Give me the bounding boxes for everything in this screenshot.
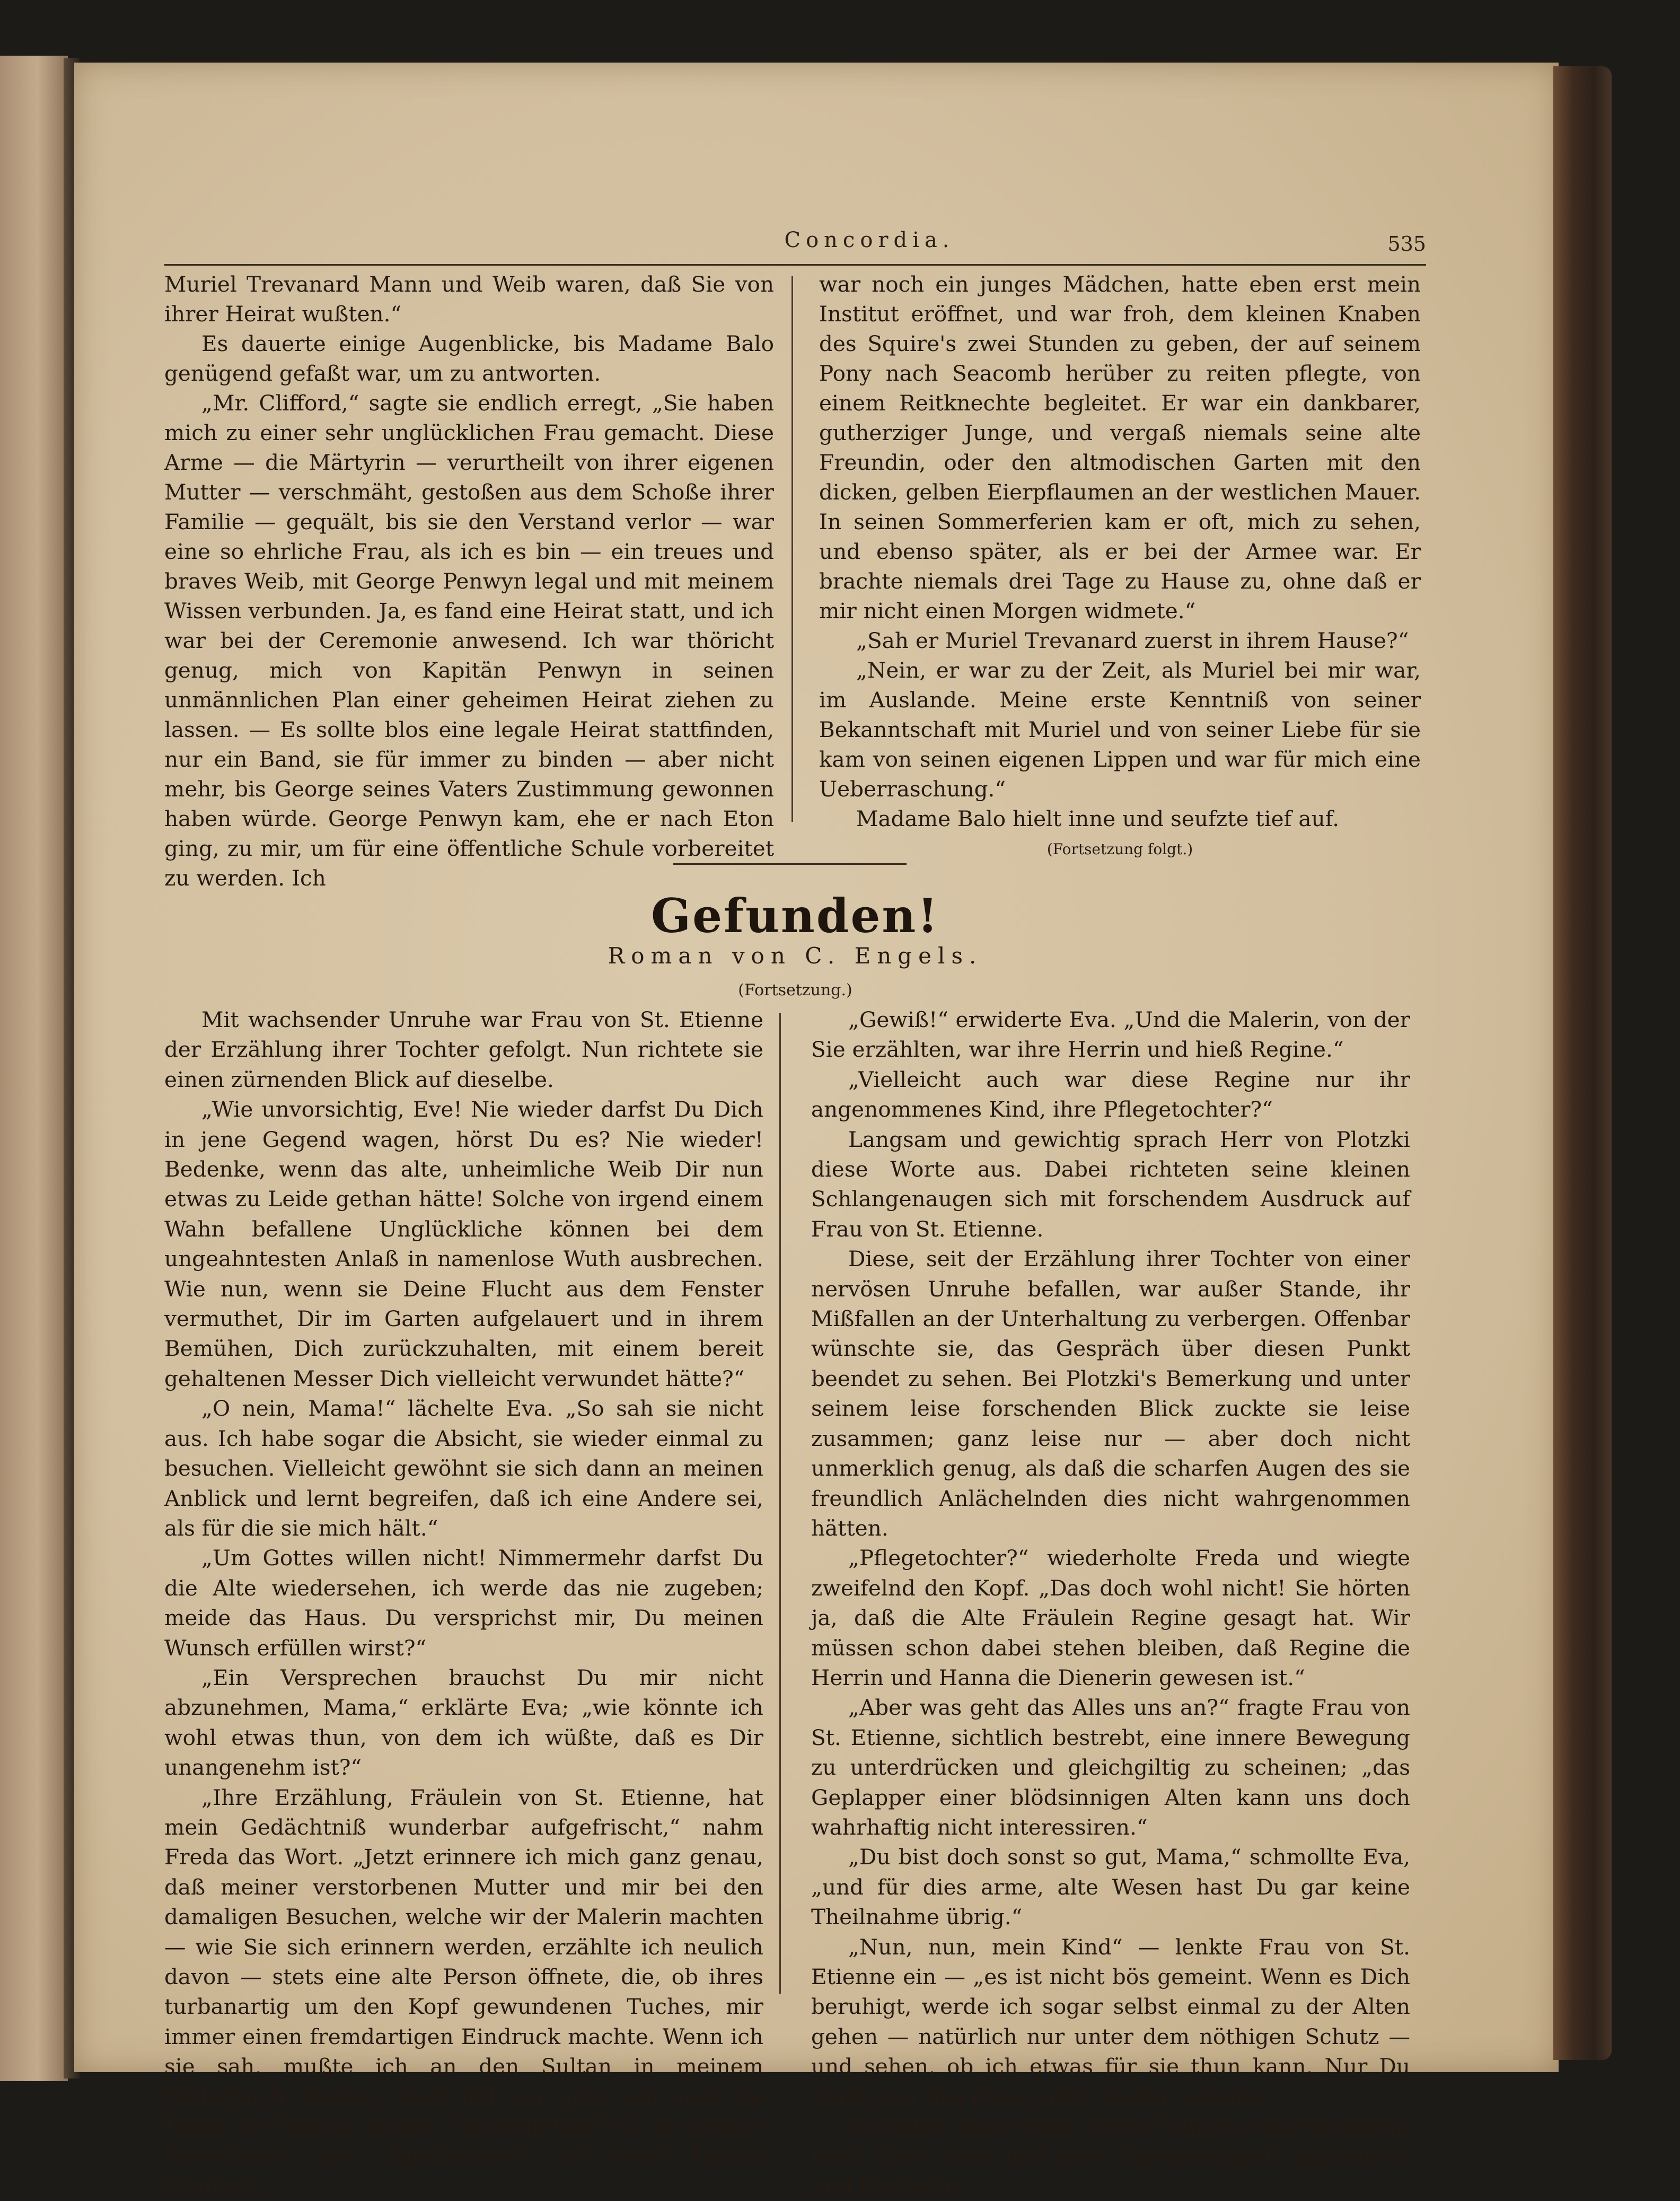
paragraph: „Um Gottes willen nicht! Nimmermehr darfst Du die Alte wiedersehen, ich werde das nie zugeben; meide das Haus. Du versprichst mir, Du meinen Wunsch erfüllen wirst?“: [164, 1545, 763, 1661]
book-binding-edge: [1553, 66, 1612, 2060]
article-right-column: [811, 1005, 1410, 2201]
paragraph: Mit wachsender Unruhe war Frau von St. Etienne der Erzählung ihrer Tochter gefolgt. Nun richtete sie einen zürnenden Blick auf dieselbe.: [164, 1007, 763, 1092]
paragraph: „Sah er Muriel Trevanard zuerst in ihrem Hause?“: [856, 628, 1409, 653]
article-title: Gefunden!: [650, 888, 940, 943]
paragraph: Diese, seit der Erzählung ihrer Tochter von einer nervösen Unruhe befallen, war außer Stande, ihr Mißfallen an der Unterhaltung zu verbergen. Offenbar wünschte sie, das Gespräch über diesen Punkt beendet zu sehen. Bei Plotzki's Bemerkung und unter seinem leise forschenden Blick zuckte sie leise zusammen; ganz leise nur — aber doch nicht unmerklich genug, als daß die scharfen Augen des sie freundlich Anlächelnden dies nicht wahrgenommen hätten.: [811, 1246, 1410, 1541]
paragraph: „Nein, er war zu der Zeit, als Muriel bei mir war, im Auslande. Meine erste Kenntniß von seiner Bekanntschaft mit Muriel und von seiner Liebe für sie kam von seinen eigenen Lippen und war für mich eine Ueberraschung.“: [819, 657, 1421, 802]
top-article-left-column: [164, 269, 774, 893]
paragraph: „Gewiß!“ erwiderte Eva. „Und die Malerin, von der Sie erzählten, war ihre Herrin und hieß Regine.“: [811, 1007, 1410, 1063]
section-divider: [673, 863, 907, 865]
paragraph: „Vielleicht auch war diese Regine nur ihr angenommenes Kind, ihre Pflegetochter?“: [811, 1066, 1410, 1123]
article-continuation-note: (Fortsetzung.): [738, 981, 852, 999]
paragraph: „Pflegetochter?“ wiederholte Freda und wiegte zweifelnd den Kopf. „Das doch wohl nicht! Sie hörten ja, daß die Alte Fräulein Regine gesagt hat. Wir müssen schon dabei stehen bleiben, daß Regine die Herrin und Hanna die Dienerin gewesen ist.“: [811, 1545, 1410, 1690]
article-left-column: [164, 1005, 763, 2201]
paragraph: Langsam und gewichtig sprach Herr von Plotzki diese Worte aus. Dabei richteten seine kleinen Schlangenaugen sich mit forschendem Ausdruck auf Frau von St. Etienne.: [811, 1126, 1410, 1242]
paragraph: „O nein, Mama!“ lächelte Eva. „So sah sie nicht aus. Ich habe sogar die Absicht, sie wieder einmal zu besuchen. Vielleicht gewöhnt sie sich dann an meinen Anblick und lernt begreifen, daß ich eine Andere sei, als für die sie mich hält.“: [164, 1396, 763, 1541]
paragraph: Es dauerte einige Augenblicke, bis Madame Balo genügend gefaßt war, um zu antworten.: [164, 331, 774, 386]
facing-page-edge: [0, 56, 68, 2081]
continued-note: (Fortsetzung folgt.): [1046, 840, 1193, 858]
paragraph: „Ein Versprechen brauchst Du mir nicht abzunehmen, Mama,“ erklärte Eva; „wie könnte ich wohl etwas thun, von dem ich wüßte, daß es Dir unangenehm ist?“: [164, 1664, 763, 1781]
page-number: 535: [1387, 232, 1426, 256]
paragraph: „Nun, nun, mein Kind“ — lenkte Frau von St. Etienne ein — „es ist nicht bös gemeint. Wenn es Dich beruhigt, werde ich sogar selbst einmal zu der Alten gehen — natürlich nur unter dem nöthigen Schutz — und sehen, ob ich etwas für sie thun kann. Nur Du darfst mir das Haus nicht wieder betreten.“: [811, 1934, 1410, 2109]
paragraph: Madame Balo hielt inne und seufzte tief auf.: [856, 806, 1340, 831]
paragraph: war noch ein junges Mädchen, hatte eben erst mein Institut eröffnet, und war froh, dem kleinen Knaben des Squire's zwei Stunden zu geben, der auf seinem Pony nach Seacomb herüber zu reiten pflegte, von einem Reitknechte begleitet. Er war ein dankbarer, gutherziger Junge, und vergaß niemals seine alte Freundin, oder den altmodischen Garten mit den dicken, gelben Eierpflaumen an der westlichen Mauer. In seinen Sommerferien kam er oft, mich zu sehen, und ebenso später, als er bei der Armee war. Er brachte niemals drei Tage zu Hause zu, ohne daß er mir nicht einen Morgen widmete.“: [819, 271, 1421, 624]
header-rule: [164, 264, 1426, 266]
paragraph: „Mr. Clifford,“ sagte sie endlich erregt, „Sie haben mich zu einer sehr unglücklichen Frau gemacht. Diese Arme — die Märtyrin — verurtheilt von ihrer eigenen Mutter — verschmäht, gestoßen aus dem Schoße ihrer Familie — gequält, bis sie den Verstand verlor — war eine so ehrliche Frau, als ich es bin — ein treues und braves Weib, mit George Penwyn legal und mit meinem Wissen verbunden. Ja, es fand eine Heirat statt, und ich war bei der Ceremonie anwesend. Ich war thöricht genug, mich von Kapitän Penwyn in seinen unmännlichen Plan einer geheimen Heirat ziehen zu lassen. — Es sollte blos eine legale Heirat stattfinden, nur ein Band, sie für immer zu binden — aber nicht mehr, bis George seines Vaters Zustimmung gewonnen haben würde. George Penwyn kam, ehe er nach Eton ging, zu mir, um für eine öffentliche Schule vorbereitet zu werden. Ich: [164, 390, 774, 891]
paragraph: „Wie unvorsichtig, Eve! Nie wieder darfst Du Dich in jene Gegend wagen, hörst Du es? Nie wieder! Bedenke, wenn das alte, unheimliche Weib Dir nun etwas zu Leide gethan hätte! Solche von irgend einem Wahn befallene Unglückliche können bei dem ungeahntesten Anlaß in namenlose Wuth ausbrechen. Wie nun, wenn sie Deine Flucht aus dem Fenster vermuthet, Dir im Garten aufgelauert und in ihrem Bemühen, Dich zurückzuhalten, mit einem bereit gehaltenen Messer Dich vielleicht verwundet hätte?“: [164, 1097, 763, 1391]
page-header: [164, 228, 1426, 265]
paragraph: „Du bist doch sonst so gut, Mama,“ schmollte Eva, „und für dies arme, alte Wesen hast Du gar keine Theilnahme übrig.“: [811, 1844, 1410, 1930]
top-article-right-column: [819, 269, 1421, 865]
running-title: Concordia.: [784, 228, 955, 252]
paragraph: „Aber was geht das Alles uns an?“ fragte Frau von St. Etienne, sichtlich bestrebt, eine innere Bewegung zu unterdrücken und gleichgiltig zu scheinen; „das Geplapper einer blödsinnigen Alten kann uns doch wahrhaftig nicht interessiren.“: [811, 1695, 1410, 1840]
column-rule: [779, 1013, 781, 1994]
paragraph: Nachdem man einige Erfrischungen eingenommen, noch über diese und jene Tagesneuigkeit geplaudert und Freda die: [811, 2114, 1410, 2199]
article-subtitle: Roman von C. Engels.: [608, 943, 983, 969]
paragraph: „Ihre Erzählung, Fräulein von St. Etienne, hat mein Gedächtniß wunderbar aufgefrischt,“ nahm Freda das Wort. „Jetzt erinnere ich mich ganz genau, daß meiner verstorbenen Mutter und mir bei den damaligen Besuchen, welche wir der Malerin machten — wie Sie sich erinnern werden, erzählte ich neulich davon — stets eine alte Person öffnete, die, ob ihres turbanartig um den Kopf gewundenen Tuches, mir immer einen fremdartigen Eindruck machte. Wenn ich sie sah, mußte ich an den Sultan in meinem Bilderbuch denken. Auch fällt mir jetzt ein, daß die Dame sie Hanna nannte. Unzweifelhaft ist die jetzige Bewohnerin des „Spukhauses“ mit jener Hanna identisch.“: [164, 1784, 763, 2199]
column-rule: [791, 276, 793, 822]
paragraph: Muriel Trevanard Mann und Weib waren, daß Sie von ihrer Heirat wußten.“: [164, 271, 774, 327]
